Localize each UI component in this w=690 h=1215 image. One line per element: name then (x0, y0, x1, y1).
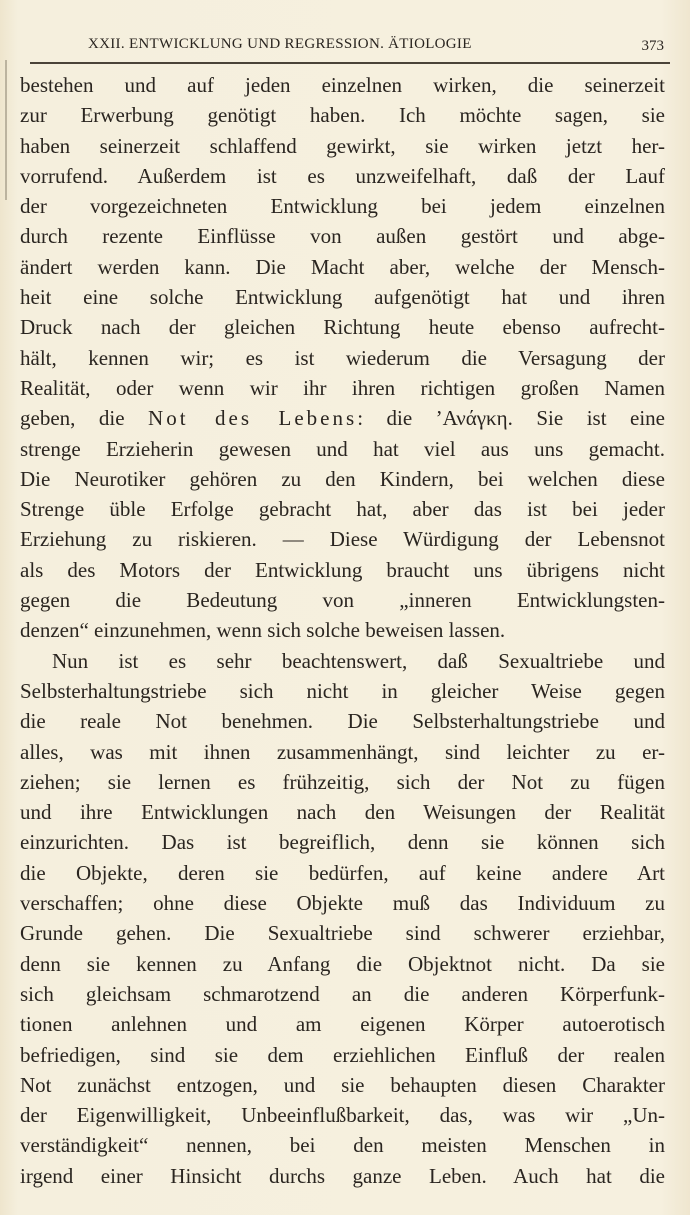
text-line: verschaffen; ohne diese Objekte muß das Individuum zu (20, 891, 665, 916)
line-segment: geben, die (20, 406, 149, 431)
text-line: haben seinerzeit schlaffend gewirkt, sie wirken jetzt her- (20, 133, 665, 158)
text-line: Erziehung zu riskieren. — Diese Würdigung der Lebensnot (20, 527, 665, 552)
page-number: 373 (641, 38, 664, 54)
text-line: Selbsterhaltungstriebe sich nicht in gleicher Weise gegen (20, 678, 665, 703)
text-line: Die Neurotiker gehören zu den Kindern, bei welchen diese (20, 466, 665, 491)
running-title: XXII. ENTWICKLUNG UND REGRESSION. ÄTIOLOGIE (88, 36, 472, 52)
page-header (30, 34, 670, 64)
text-line: und ihre Entwicklungen nach den Weisungen der Realität (20, 800, 665, 825)
text-line: heit eine solche Entwicklung aufgenötigt hat und ihren (20, 285, 665, 310)
text-line: ändert werden kann. Die Macht aber, welche der Mensch- (20, 254, 665, 279)
text-line: vorrufend. Außerdem ist es unzweifelhaft, daß der Lauf (20, 163, 665, 188)
text-line: einzurichten. Das ist begreiflich, denn sie können sich (20, 830, 665, 855)
text-line: verständigkeit“ nennen, bei den meisten Menschen in (20, 1133, 665, 1158)
text-line: Strenge üble Erfolge gebracht hat, aber das ist bei jeder (20, 497, 665, 522)
text-line: Not zunächst entzogen, und sie behaupten diesen Charakter (20, 1072, 665, 1097)
body-text (20, 70, 665, 1191)
text-line: ziehen; sie lernen es frühzeitig, sich der Not zu fügen (20, 769, 665, 794)
text-line: strenge Erzieherin gewesen und hat viel aus uns gemacht. (20, 436, 665, 461)
text-line: Druck nach der gleichen Richtung heute ebenso aufrecht- (20, 315, 665, 340)
text-line: die reale Not benehmen. Die Selbsterhaltungstriebe und (20, 709, 665, 734)
text-line: alles, was mit ihnen zusammenhängt, sind leichter zu er- (20, 739, 665, 764)
text-line: befriedigen, sind sie dem erziehlichen Einfluß der realen (20, 1042, 665, 1067)
text-line: tionen anlehnen und am eigenen Körper autoerotisch (20, 1012, 665, 1037)
spaced-emphasis: Not des Lebens (148, 406, 358, 431)
text-line: irgend einer Hinsicht durchs ganze Leben. Auch hat die (20, 1163, 665, 1188)
text-line: bestehen und auf jeden einzelnen wirken, die seinerzeit (20, 73, 665, 97)
text-line: durch rezente Einflüsse von außen gestört und abge- (20, 224, 665, 249)
text-line: Grunde gehen. Die Sexualtriebe sind schwerer erziehbar, (20, 921, 665, 946)
text-line: die Objekte, deren sie bedürfen, auf keine andere Art (20, 860, 665, 885)
text-line-spaced-emphasis (20, 403, 665, 433)
text-line: zur Erwerbung genötigt haben. Ich möchte sagen, sie (20, 103, 665, 128)
text-line: der vorgezeichneten Entwicklung bei jedem einzelnen (20, 194, 665, 219)
page-edge-mark (5, 60, 7, 200)
text-line: Realität, oder wenn wir ihr ihren richtigen großen Namen (20, 375, 665, 400)
text-line-paragraph-end: denzen“ einzunehmen, wenn sich solche beweisen lassen. (20, 618, 506, 643)
text-line: gegen die Bedeutung von „inneren Entwicklungsten- (20, 588, 665, 613)
line-segment: : die ’Ανάγκη. Sie ist eine (357, 406, 665, 431)
text-line-paragraph-start: Nun ist es sehr beachtenswert, daß Sexualtriebe und (52, 648, 665, 673)
text-line: als des Motors der Entwicklung braucht uns übrigens nicht (20, 557, 665, 582)
text-line: denn sie kennen zu Anfang die Objektnot nicht. Da sie (20, 951, 665, 976)
text-line: hält, kennen wir; es ist wiederum die Versagung der (20, 345, 665, 370)
text-line: der Eigenwilligkeit, Unbeeinflußbarkeit, das, was wir „Un- (20, 1103, 665, 1128)
text-line: sich gleichsam schmarotzend an die anderen Körperfunk- (20, 981, 665, 1006)
